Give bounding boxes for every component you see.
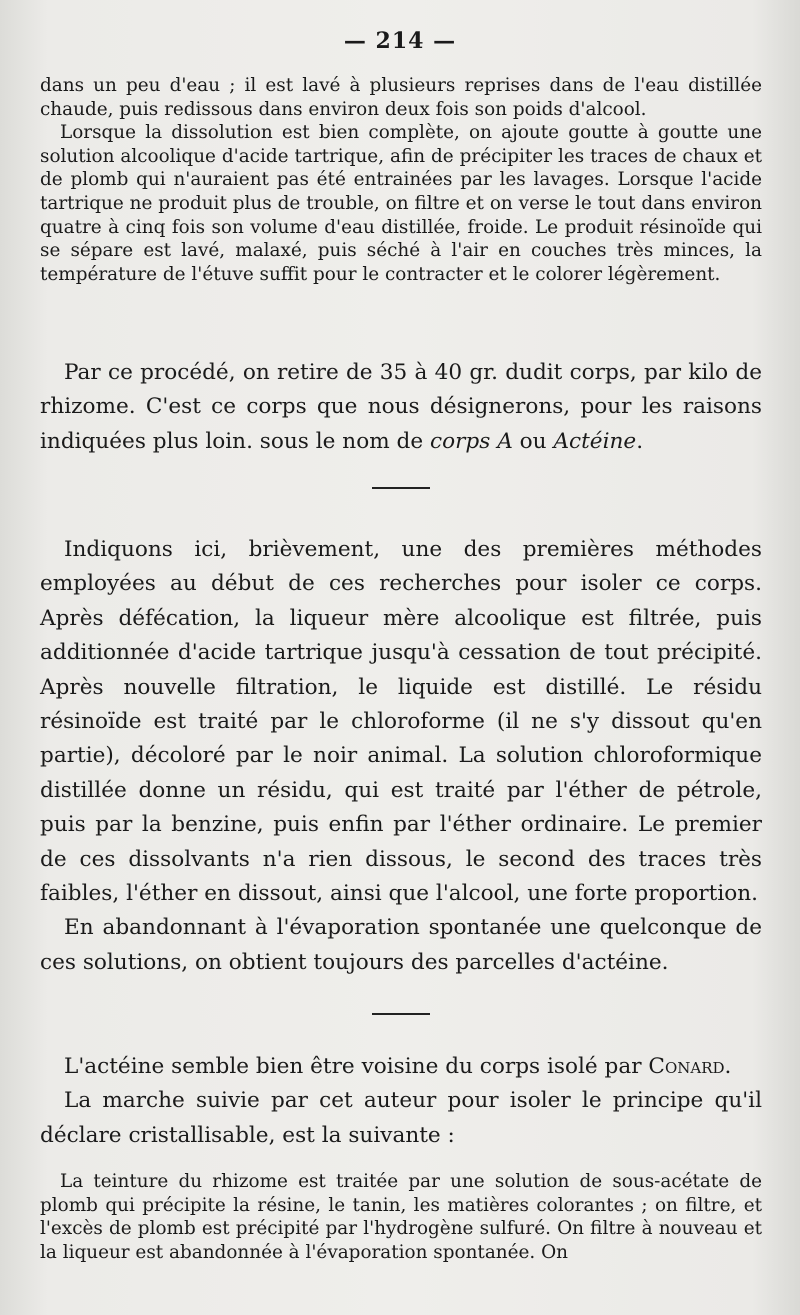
paragraph-abandonnant: En abandonnant à l'évaporation spontanée une quelconque de ces solutions, on obtient toujours des parcelles d'actéine. — [40, 915, 762, 975]
page-number: — 214 — — [343, 28, 457, 54]
acteine-end: . — [724, 1054, 732, 1079]
paragraph-continuation: dans un peu d'eau ; il est lavé à plusieurs reprises dans de l'eau distillée chaude, puis redissous dans environ deux fois son poids d'alcool. — [40, 75, 762, 120]
paragraph-acteine — [40, 1050, 762, 1084]
section-divider-2 — [372, 1013, 430, 1015]
acteine-text: L'actéine semble bien être voisine du corps isolé par — [64, 1054, 649, 1079]
paragraph-group-procede — [40, 356, 762, 459]
procede-end: . — [636, 428, 644, 454]
paragraph-group-acteine — [40, 1050, 762, 1153]
section-divider-1 — [372, 487, 430, 489]
author-name: Conard — [648, 1054, 725, 1079]
paragraph-group-teinture — [40, 1170, 762, 1264]
procede-text: Par ce procédé, on retire de 35 à 40 gr. dudit corps, par kilo de rhizome. C'est ce corps que nous désignerons, pour les raisons indiquées plus loin. sous le nom de — [40, 360, 762, 454]
paragraph-dissolution: Lorsque la dissolution est bien complète, on ajoute goutte à goutte une solution alcoolique d'acide tartrique, afin de précipiter les traces de chaux et de plomb qui n'auraient pas été entrainées par les lavages. Lorsque l'acide tartrique ne produit plus de trouble, on filtre et on verse le tout dans environ quatre à cinq fois son volume d'eau distillée, froide. Le produit résinoïde qui se sépare est lavé, malaxé, puis séché à l'air en couches très minces, la température de l'étuve suffit pour le contracter et le colorer légèrement. — [40, 122, 762, 285]
paragraph-group-methods — [40, 533, 762, 980]
paragraph-procede — [40, 356, 762, 459]
corps-a-term: corps A — [430, 428, 513, 454]
paragraph-teinture: La teinture du rhizome est traitée par une solution de sous-acétate de plomb qui précipite la résine, le tanin, les matières colorantes ; on filtre, et l'excès de plomb est précipité par l'hydrogène sulfuré. On filtre à nouveau et la liqueur est abandonnée à l'évaporation spontanée. On — [40, 1171, 762, 1263]
paragraph-group-top — [40, 74, 762, 286]
paragraph-marche: La marche suivie par cet auteur pour isoler le principe qu'il déclare cristallisable, est la suivante : — [40, 1088, 762, 1148]
procede-ou: ou — [512, 428, 554, 454]
acteine-term: Actéine — [553, 428, 637, 454]
paragraph-indiquons: Indiquons ici, brièvement, une des premières méthodes employées au début de ces recherches pour isoler ce corps. Après défécation, la liqueur mère alcoolique est filtrée, puis additionnée d'acide tartrique jusqu'à cessation de tout précipité. Après nouvelle filtration, le liquide est distillé. Le résidu résinoïde est traité par le chloroforme (il ne s'y dissout qu'en partie), décoloré par le noir animal. La solution chloroformique distillée donne un résidu, qui est traité par l'éther de pétrole, puis par la benzine, puis enfin par l'éther ordinaire. Le premier de ces dissolvants n'a rien dissous, le second des traces très faibles, l'éther en dissout, ainsi que l'alcool, une forte proportion. — [40, 537, 762, 907]
